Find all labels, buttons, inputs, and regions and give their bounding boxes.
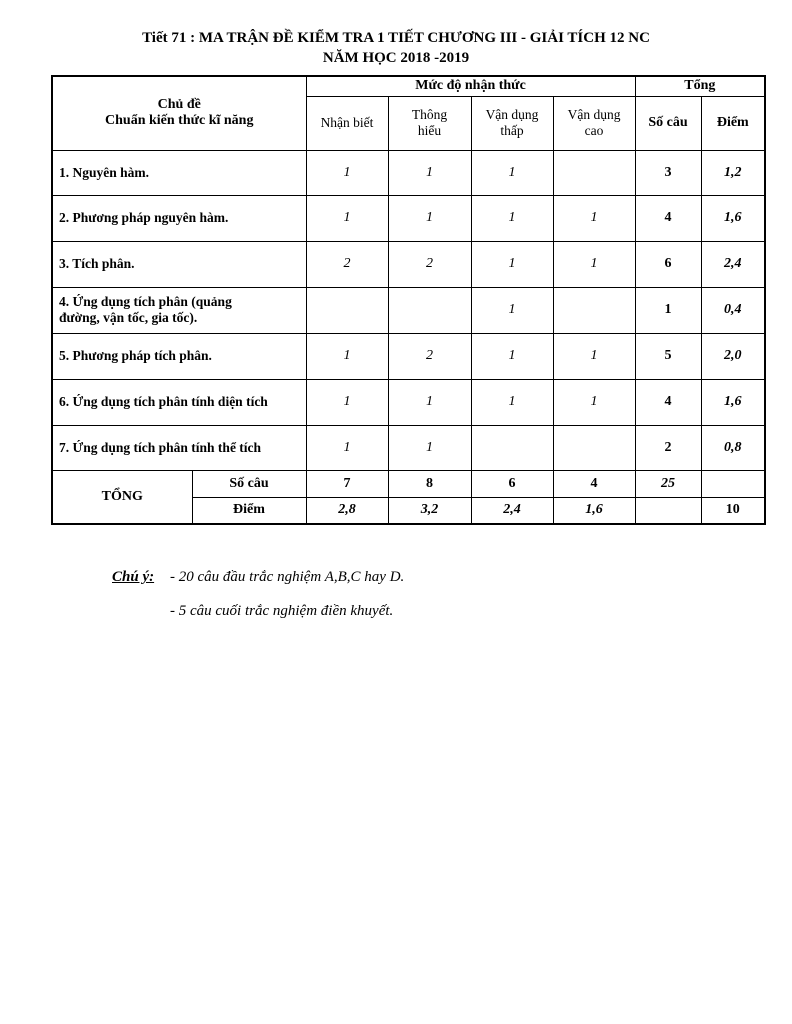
table-row bbox=[52, 150, 765, 195]
table-row bbox=[52, 241, 765, 287]
cell-vdc: 1 bbox=[553, 195, 635, 241]
header-level-group: Mức độ nhận thức bbox=[306, 76, 635, 96]
table-row bbox=[52, 287, 765, 333]
cell-nb bbox=[306, 287, 388, 333]
cell-count: 3 bbox=[635, 150, 701, 195]
header-level-2: Thông hiểu bbox=[388, 96, 471, 150]
header-score: Điểm bbox=[701, 96, 765, 150]
cell-score: 2,4 bbox=[701, 241, 765, 287]
cell-vdc: 1 bbox=[553, 241, 635, 287]
cell-nb: 1 bbox=[306, 195, 388, 241]
notes-section bbox=[112, 560, 404, 628]
cell-score: 2,0 bbox=[701, 333, 765, 379]
table-row bbox=[52, 195, 765, 241]
cell-vdc: 1 bbox=[553, 333, 635, 379]
cell-vdt: 1 bbox=[471, 333, 553, 379]
cell-th: 1 bbox=[388, 379, 471, 425]
cell-vdt: 1 bbox=[471, 241, 553, 287]
cell-score: 0,4 bbox=[701, 287, 765, 333]
cell-th: 2 bbox=[388, 241, 471, 287]
total-count-sum: 25 bbox=[635, 470, 701, 497]
document-title bbox=[0, 28, 792, 68]
cell-score: 1,2 bbox=[701, 150, 765, 195]
total-count-th: 8 bbox=[388, 470, 471, 497]
row-topic: 1. Nguyên hàm. bbox=[52, 150, 306, 195]
total-count-row bbox=[52, 470, 765, 497]
cell-count: 6 bbox=[635, 241, 701, 287]
cell-count: 4 bbox=[635, 195, 701, 241]
header-total-group: Tổng bbox=[635, 76, 765, 96]
total-score-th: 3,2 bbox=[388, 497, 471, 524]
total-score-vdc: 1,6 bbox=[553, 497, 635, 524]
row-topic: 2. Phương pháp nguyên hàm. bbox=[52, 195, 306, 241]
header-topic: Chủ đề Chuẩn kiến thức kĩ năng bbox=[52, 76, 306, 150]
cell-vdt: 1 bbox=[471, 150, 553, 195]
header-row-1 bbox=[52, 76, 765, 96]
total-score-sum: 10 bbox=[701, 497, 765, 524]
total-count-score bbox=[701, 470, 765, 497]
row-topic: 3. Tích phân. bbox=[52, 241, 306, 287]
title-line-1: Tiết 71 : MA TRẬN ĐỀ KIỂM TRA 1 TIẾT CHƯƠNG III - GIẢI TÍCH 12 NC bbox=[142, 30, 650, 46]
cell-nb: 1 bbox=[306, 150, 388, 195]
note-text-1: - 20 câu đầu trắc nghiệm A,B,C hay D. bbox=[170, 569, 405, 585]
cell-th: 1 bbox=[388, 195, 471, 241]
note-line-2 bbox=[112, 594, 404, 628]
title-line-2: NĂM HỌC 2018 -2019 bbox=[322, 50, 470, 66]
cell-count: 2 bbox=[635, 425, 701, 470]
cell-nb: 2 bbox=[306, 241, 388, 287]
total-score-label: Điểm bbox=[192, 497, 306, 524]
total-score-count bbox=[635, 497, 701, 524]
row-topic: 4. Ứng dụng tích phân (quảng đường, vận tốc, gia tốc). bbox=[52, 287, 306, 333]
cell-vdc bbox=[553, 287, 635, 333]
cell-score: 1,6 bbox=[701, 379, 765, 425]
cell-nb: 1 bbox=[306, 333, 388, 379]
note-label: Chú ý: bbox=[112, 569, 155, 585]
total-label: TỔNG bbox=[52, 470, 192, 524]
header-count: Số câu bbox=[635, 96, 701, 150]
cell-vdt: 1 bbox=[471, 287, 553, 333]
cell-vdc: 1 bbox=[553, 379, 635, 425]
cell-count: 1 bbox=[635, 287, 701, 333]
cell-th: 1 bbox=[388, 150, 471, 195]
exam-matrix-table bbox=[51, 75, 766, 525]
header-level-3: Vận dụng thấp bbox=[471, 96, 553, 150]
row-topic: 5. Phương pháp tích phân. bbox=[52, 333, 306, 379]
cell-score: 1,6 bbox=[701, 195, 765, 241]
cell-vdt: 1 bbox=[471, 379, 553, 425]
header-level-4: Vận dụng cao bbox=[553, 96, 635, 150]
cell-th bbox=[388, 287, 471, 333]
header-level-1: Nhận biết bbox=[306, 96, 388, 150]
total-score-vdt: 2,4 bbox=[471, 497, 553, 524]
note-text-2: - 5 câu cuối trắc nghiệm điền khuyết. bbox=[170, 603, 394, 619]
row-topic: 6. Ứng dụng tích phân tính diện tích bbox=[52, 379, 306, 425]
row-topic: 7. Ứng dụng tích phân tính thể tích bbox=[52, 425, 306, 470]
total-count-label: Số câu bbox=[192, 470, 306, 497]
table-row bbox=[52, 425, 765, 470]
table-row bbox=[52, 379, 765, 425]
cell-vdc bbox=[553, 425, 635, 470]
total-score-nb: 2,8 bbox=[306, 497, 388, 524]
cell-th: 2 bbox=[388, 333, 471, 379]
cell-th: 1 bbox=[388, 425, 471, 470]
cell-vdc bbox=[553, 150, 635, 195]
cell-vdt: 1 bbox=[471, 195, 553, 241]
cell-nb: 1 bbox=[306, 379, 388, 425]
cell-vdt bbox=[471, 425, 553, 470]
cell-nb: 1 bbox=[306, 425, 388, 470]
note-line-1 bbox=[112, 560, 404, 594]
table-row bbox=[52, 333, 765, 379]
total-count-vdc: 4 bbox=[553, 470, 635, 497]
cell-count: 5 bbox=[635, 333, 701, 379]
total-count-nb: 7 bbox=[306, 470, 388, 497]
total-count-vdt: 6 bbox=[471, 470, 553, 497]
cell-count: 4 bbox=[635, 379, 701, 425]
cell-score: 0,8 bbox=[701, 425, 765, 470]
